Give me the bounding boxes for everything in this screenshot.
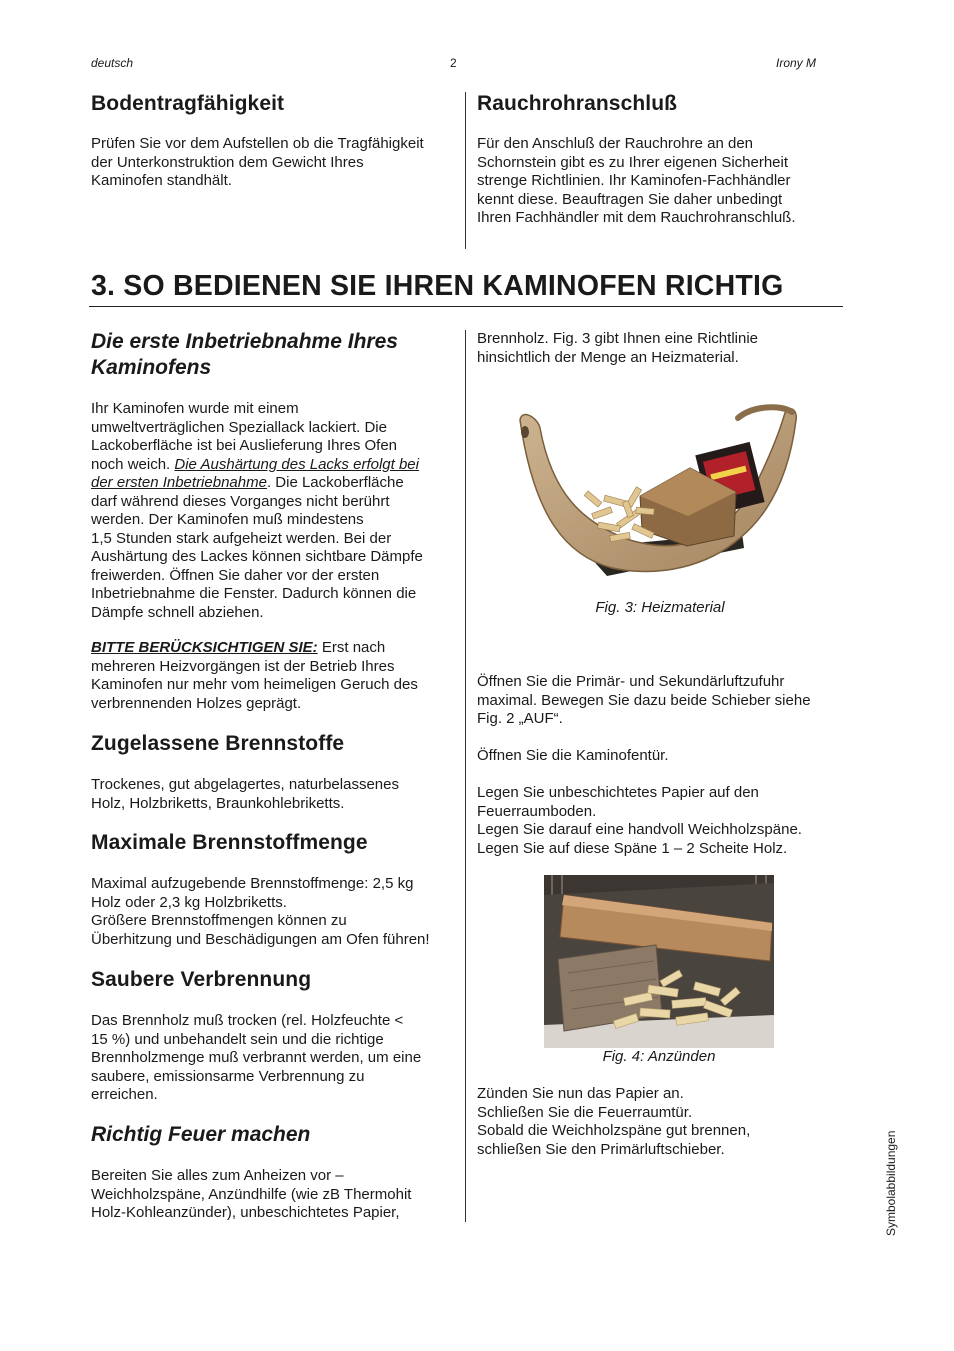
- page-number: 2: [450, 56, 457, 70]
- header-model: Irony M: [776, 56, 817, 70]
- text-kaminofentuer: Öffnen Sie die Kaminofentür.: [477, 747, 669, 764]
- heading-erste-inbetriebnahme: Die erste Inbetriebnahme Ihres Kaminofens: [91, 330, 398, 379]
- chapter-rule: [89, 306, 843, 307]
- column-divider-main: [465, 330, 466, 1222]
- figure-anzuenden-image: [544, 875, 774, 1048]
- text-saubere-verbrennung: Das Brennholz muß trocken (rel. Holzfeuchte < 15 %) und unbehandelt sein und die richtige Brennholzmenge muß verbrannt werden, um eine saubere, emissionsarme Verbrennung zu erreichen.: [91, 1012, 422, 1103]
- text-zuenden: Zünden Sie nun das Papier an. Schließen Sie die Feuerraumtür. Sobald die Weichholzspäne gut brennen, schließen Sie den Primärluftschieber.: [477, 1085, 751, 1158]
- heading-maximale-brennstoffmenge: Maximale Brennstoffmenge: [91, 831, 368, 854]
- heading-richtig-feuer-machen: Richtig Feuer machen: [91, 1123, 311, 1146]
- text-maximale-brennstoffmenge: Maximal aufzugebende Brennstoffmenge: 2,5 kg Holz oder 2,3 kg Holzbriketts. Größere Brennstoffmengen können zu Überhitzung und Beschädigungen am Ofen führen!: [91, 875, 430, 948]
- text-richtig-feuer-machen: Bereiten Sie alles zum Anheizen vor – Weichholzspäne, Anzündhilfe (wie zB Thermohit Holz-Kohleanzünder), unbeschichtetes Papier,: [91, 1167, 412, 1221]
- text-bitte-beruecksichtigen: BITTE BERÜCKSICHTIGEN SIE: Erst nach mehreren Heizvorgängen ist der Betrieb Ihres Kaminofen nur mehr vom heimeligen Geruch des verbrennenden Holzes geprägt.: [91, 639, 418, 712]
- text-erste-inbetriebnahme: Ihr Kaminofen wurde mit einem umweltverträglichen Speziallack lackiert. Die Lackoberfläche ist bei Auslieferung Ihres Ofen noch weich. Die Aushärtung des Lacks erfolgt bei der ersten Inbetriebnahme. Die Lackoberfläche darf während dieses Vorganges nicht berührt werden. Der Kaminofen muß mindestens 1,5 Stunden stark aufgeheizt werden. Bei der Aushärtung des Lackes können sichtbare Dämpfe freiwerden. Öffnen Sie daher vor der ersten Inbetriebnahme die Fenster. Dadurch können die Dämpfe schnell abziehen.: [91, 400, 423, 621]
- side-label-symbolabbildungen: Symbolabbildungen: [884, 1130, 898, 1236]
- figure-anzuenden-caption: Fig. 4: Anzünden: [602, 1048, 716, 1065]
- text-bodentragfaehigkeit: Prüfen Sie vor dem Aufstellen ob die Tragfähigkeit der Unterkonstruktion dem Gewicht Ihres Kaminofen standhält.: [91, 135, 424, 189]
- chapter-title: 3. SO BEDIENEN SIE IHREN KAMINOFEN RICHTIG: [91, 270, 784, 302]
- text-zugelassene-brennstoffe: Trockenes, gut abgelagertes, naturbelassenes Holz, Holzbriketts, Braunkohlebriketts.: [91, 776, 399, 812]
- heading-rauchrohranschluss: Rauchrohranschluß: [477, 92, 678, 115]
- heading-zugelassene-brennstoffe: Zugelassene Brennstoffe: [91, 732, 345, 755]
- column-divider-top: [465, 92, 466, 249]
- text-rauchrohranschluss: Für den Anschluß der Rauchrohre an den Schornstein gibt es zu Ihrer eigenen Sicherheit strenge Richtlinien. Ihr Kaminofen-Fachhändler kennt diese. Beauftragen Sie daher unbedingt Ihren Fachhändler mit dem Rauchrohranschluß.: [477, 135, 796, 226]
- text-papier-spaene: Legen Sie unbeschichtetes Papier auf den Feuerraumboden. Legen Sie darauf eine handvoll Weichholzspäne. Legen Sie auf diese Späne 1 – 2 Scheite Holz.: [477, 784, 802, 857]
- figure-heizmaterial-image: [512, 398, 802, 580]
- heading-bodentragfaehigkeit: Bodentragfähigkeit: [91, 92, 285, 115]
- heading-saubere-verbrennung: Saubere Verbrennung: [91, 968, 312, 991]
- text-luftzufuhr: Öffnen Sie die Primär- und Sekundärluftzufuhr maximal. Bewegen Sie dazu beide Schieber siehe Fig. 2 „AUF“.: [477, 673, 811, 727]
- text-brennholz-fortsetzung: Brennholz. Fig. 3 gibt Ihnen eine Richtlinie hinsichtlich der Menge an Heizmaterial.: [477, 330, 759, 366]
- header-language: deutsch: [91, 56, 134, 70]
- figure-heizmaterial-caption: Fig. 3: Heizmaterial: [595, 599, 725, 616]
